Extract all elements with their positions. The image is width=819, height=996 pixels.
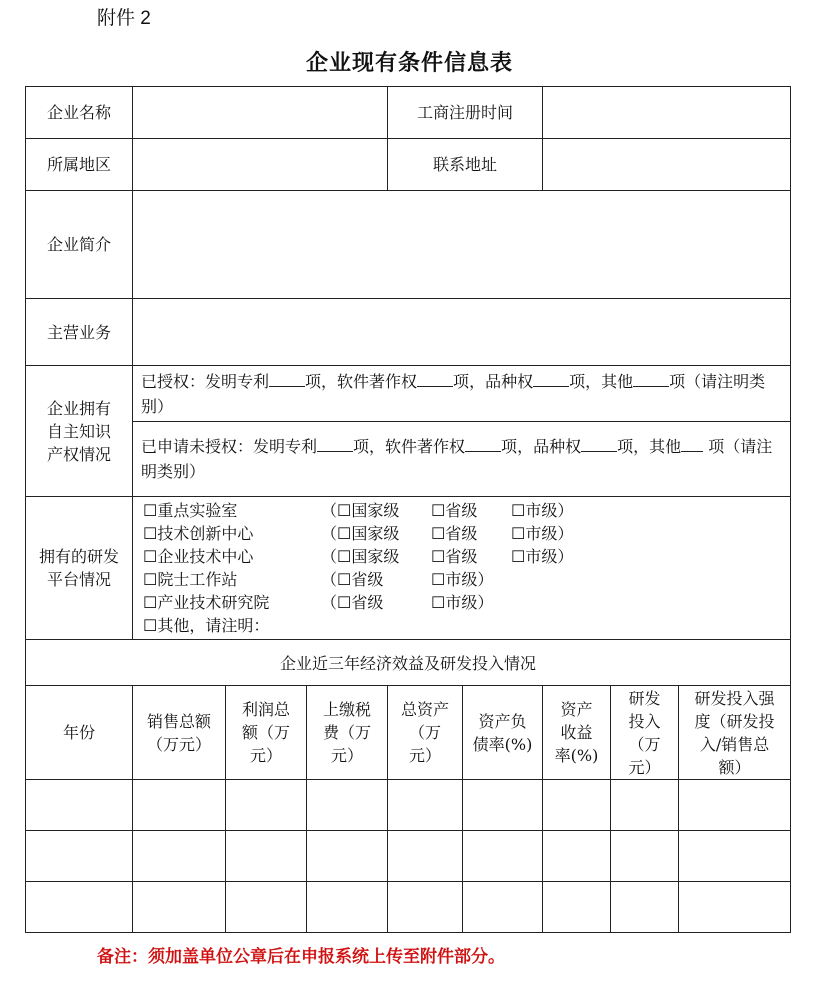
platform-cell xyxy=(133,497,791,640)
table-row xyxy=(26,780,791,831)
header-line: （万 xyxy=(628,734,661,754)
header-line: 上缴税 xyxy=(323,700,372,719)
col-header-roa xyxy=(543,686,611,780)
blank-field[interactable] xyxy=(269,370,305,387)
level-option[interactable]: （☐省级 xyxy=(321,570,384,589)
platform-label-line: 拥有的研发 xyxy=(38,547,119,566)
ip-text: ，软件著作权 xyxy=(369,437,466,456)
header-line: 资产负 xyxy=(478,711,527,731)
table-row xyxy=(26,882,791,933)
table-row xyxy=(26,831,791,882)
col-header-sales xyxy=(133,686,226,780)
ip-authorized-cell[interactable] xyxy=(133,366,791,422)
platform-label xyxy=(26,497,133,640)
ip-text: 注明类别） xyxy=(141,437,773,481)
header-line: 率(%) xyxy=(554,746,599,765)
data-cell[interactable] xyxy=(611,780,679,831)
header-line: （万 xyxy=(409,723,442,742)
level-option[interactable]: ☐市级） xyxy=(511,501,574,520)
data-cell[interactable] xyxy=(388,780,463,831)
col-header-assets xyxy=(388,686,463,780)
platform-option[interactable]: ☐技术创新中心 xyxy=(143,524,254,543)
remark-note: 备注：须加盖单位公章后在申报系统上传至附件部分。 xyxy=(97,947,505,967)
registration-time-field[interactable] xyxy=(543,87,791,139)
data-cell[interactable] xyxy=(679,882,791,933)
data-cell[interactable] xyxy=(543,831,611,882)
data-cell[interactable] xyxy=(133,780,226,831)
region-field[interactable] xyxy=(133,139,388,191)
ip-text: 类别） xyxy=(141,371,766,416)
data-cell[interactable] xyxy=(307,882,388,933)
data-cell[interactable] xyxy=(226,780,307,831)
col-header-debt-ratio xyxy=(463,686,543,780)
company-name-field[interactable] xyxy=(133,87,388,139)
info-table xyxy=(25,86,791,933)
business-label: 主营业务 xyxy=(26,299,133,366)
contact-address-field[interactable] xyxy=(543,139,791,191)
business-field[interactable] xyxy=(133,299,791,366)
ip-text: 项 xyxy=(353,437,370,456)
col-header-rd-input xyxy=(611,686,679,780)
ip-text: 已授权：发明专利 xyxy=(141,371,270,391)
blank-field[interactable] xyxy=(465,435,501,452)
platform-option[interactable]: ☐其他，请注明： xyxy=(143,616,270,635)
ip-text: 项 xyxy=(617,437,634,456)
platform-option[interactable]: ☐重点实验室 xyxy=(143,501,238,520)
platform-option[interactable]: ☐院士工作站 xyxy=(143,570,238,589)
platform-option[interactable]: ☐企业技术中心 xyxy=(143,547,254,566)
platform-row[interactable] xyxy=(143,614,790,637)
data-cell[interactable] xyxy=(543,882,611,933)
ip-label-line: 产权情况 xyxy=(46,444,111,464)
ip-text: （请注明 xyxy=(685,371,750,391)
header-line: 投入 xyxy=(628,711,661,731)
ip-text: 项 xyxy=(305,371,322,391)
platform-row[interactable] xyxy=(143,499,790,522)
header-line: 总资产 xyxy=(401,700,450,719)
platform-option[interactable]: ☐产业技术研究院 xyxy=(143,593,270,612)
header-line: （万元） xyxy=(146,734,211,754)
header-line: 元） xyxy=(331,746,364,765)
platform-row[interactable] xyxy=(143,568,790,591)
ip-text: 项 xyxy=(708,437,725,456)
ip-text: 项 xyxy=(453,371,470,391)
intro-label: 企业简介 xyxy=(26,191,133,299)
level-option[interactable]: ☐市级） xyxy=(431,570,494,589)
blank-field[interactable] xyxy=(533,370,569,387)
level-option[interactable]: ☐市级） xyxy=(511,524,574,543)
header-line: 利润总 xyxy=(241,700,290,719)
blank-field[interactable] xyxy=(317,435,353,452)
level-option[interactable]: （☐省级 xyxy=(321,593,384,612)
level-option[interactable]: （☐国家级 xyxy=(321,547,400,566)
data-cell[interactable] xyxy=(543,780,611,831)
platform-row[interactable] xyxy=(143,522,790,545)
data-cell[interactable] xyxy=(611,831,679,882)
data-cell[interactable] xyxy=(133,882,226,933)
ip-text: 项 xyxy=(669,371,686,391)
header-line: 度（研发投 xyxy=(694,711,775,731)
data-cell[interactable] xyxy=(679,780,791,831)
header-line: 元） xyxy=(249,746,282,765)
data-cell[interactable] xyxy=(307,831,388,882)
header-line: 额） xyxy=(718,757,751,777)
ip-text: 项 xyxy=(501,437,518,456)
header-line: 销售总额 xyxy=(146,711,211,731)
data-cell[interactable] xyxy=(226,831,307,882)
ip-text: ，品种权 xyxy=(517,437,582,456)
data-cell[interactable] xyxy=(463,780,543,831)
level-option[interactable]: （☐国家级 xyxy=(321,524,400,543)
col-header-year xyxy=(26,686,133,780)
data-cell[interactable] xyxy=(611,882,679,933)
data-cell[interactable] xyxy=(679,831,791,882)
blank-field[interactable] xyxy=(417,370,453,387)
form-title: 企业现有条件信息表 xyxy=(305,50,513,76)
intro-field[interactable] xyxy=(133,191,791,299)
ip-text: ，其他 xyxy=(633,437,682,456)
header-line: 入/销售总 xyxy=(699,734,770,754)
data-cell[interactable] xyxy=(26,831,133,882)
platform-row[interactable] xyxy=(143,591,790,614)
header-line: 资产 xyxy=(560,700,593,719)
data-cell[interactable] xyxy=(26,780,133,831)
econ-section-title: 企业近三年经济效益及研发投入情况 xyxy=(26,640,791,686)
header-line: 收益 xyxy=(560,723,593,742)
company-name-label: 企业名称 xyxy=(26,87,133,139)
header-line: 元） xyxy=(409,746,442,765)
header-line: 研发 xyxy=(628,688,661,708)
registration-time-label: 工商注册时间 xyxy=(388,87,543,139)
data-cell[interactable] xyxy=(388,831,463,882)
level-option[interactable]: （☐国家级 xyxy=(321,501,400,520)
data-cell[interactable] xyxy=(463,882,543,933)
ip-pending-cell[interactable] xyxy=(133,422,791,497)
col-header-profit xyxy=(226,686,307,780)
header-line: 债率(%) xyxy=(472,734,533,754)
header-line: 年份 xyxy=(62,723,95,742)
col-header-rd-intensity xyxy=(679,686,791,780)
ip-text: ，其他 xyxy=(585,371,634,391)
data-cell[interactable] xyxy=(388,882,463,933)
level-option[interactable]: ☐市级） xyxy=(511,547,574,566)
ip-label xyxy=(26,366,133,497)
data-cell[interactable] xyxy=(307,780,388,831)
header-line: 研发投入强 xyxy=(694,688,775,708)
header-line: 费（万 xyxy=(323,723,372,742)
data-cell[interactable] xyxy=(133,831,226,882)
col-header-tax xyxy=(307,686,388,780)
platform-label-line: 平台情况 xyxy=(46,570,111,589)
region-label: 所属地区 xyxy=(26,139,133,191)
ip-label-line: 企业拥有 xyxy=(46,398,111,418)
attachment-label: 附件 2 xyxy=(97,8,151,29)
platform-row[interactable] xyxy=(143,545,790,568)
ip-text: ，品种权 xyxy=(469,371,534,391)
level-option[interactable]: ☐省级 xyxy=(431,547,478,566)
ip-text: （请 xyxy=(724,437,757,456)
ip-text: 已申请未授权：发明专利 xyxy=(141,437,318,456)
ip-label-line: 自主知识 xyxy=(46,421,111,441)
blank-field[interactable] xyxy=(681,435,703,452)
ip-text: ，软件著作权 xyxy=(321,371,418,391)
data-cell[interactable] xyxy=(26,882,133,933)
contact-address-label: 联系地址 xyxy=(388,139,543,191)
level-option[interactable]: ☐省级 xyxy=(431,524,478,543)
blank-field[interactable] xyxy=(581,435,617,452)
header-line: 额（万 xyxy=(241,723,290,742)
level-option[interactable]: ☐市级） xyxy=(431,593,494,612)
data-cell[interactable] xyxy=(226,882,307,933)
level-option[interactable]: ☐省级 xyxy=(431,501,478,520)
blank-field[interactable] xyxy=(633,370,669,387)
ip-text: 项 xyxy=(569,371,586,391)
header-line: 元） xyxy=(628,757,661,777)
data-cell[interactable] xyxy=(463,831,543,882)
